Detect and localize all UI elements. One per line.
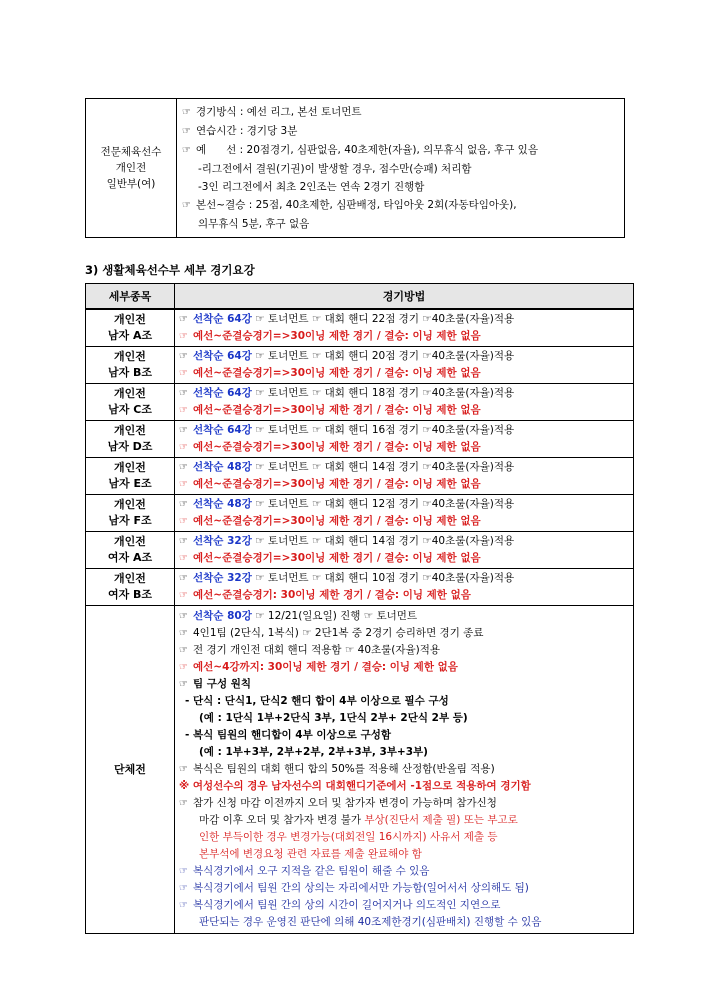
rule-text: 예선~준결승경기=>30이닝 제한 경기 / 결승: 이닝 제한 없음: [193, 404, 481, 416]
table-row: [86, 384, 634, 421]
category-line: 개인전: [114, 461, 146, 474]
rule-text: 복식경기에서 오구 지적을 같은 팀원이 해줄 수 있음: [193, 865, 430, 877]
rule-line: [179, 795, 629, 812]
rule-line: [179, 863, 629, 880]
seed-text: 선착순 32강: [193, 572, 252, 584]
rule-text: 복식경기에서 팀원 간의 상의는 자리에서만 가능함(일어서서 상의해도 됨): [193, 882, 529, 894]
category-cell: [86, 458, 175, 495]
table-header-row: [86, 284, 634, 310]
rule-line: [179, 533, 629, 550]
category-line: 남자 E조: [108, 477, 152, 490]
pointing-hand-icon: ☞: [179, 883, 188, 894]
rule-text: 판단되는 경우 운영진 판단에 의해 40조제한경기(심판배치) 진행할 수 있음: [199, 916, 542, 928]
category-line: 개인전: [114, 313, 146, 326]
table-row: [86, 495, 634, 532]
category-cell: [86, 532, 175, 569]
pro-division-rules: [177, 99, 625, 238]
pointing-hand-icon: ☞: [179, 442, 188, 453]
label-line: 일반부(여): [106, 178, 156, 190]
rule-line: [179, 459, 629, 476]
rule-line: [179, 693, 629, 710]
category-line: 개인전: [114, 387, 146, 400]
category-line: 여자 B조: [107, 588, 153, 601]
rule-line: [179, 608, 629, 625]
seed-text: 선착순 48강: [193, 498, 252, 510]
category-cell: [86, 384, 175, 421]
category-line: 남자 F조: [108, 514, 152, 527]
rule-line: [179, 402, 629, 419]
rule-line: [179, 897, 629, 914]
rule-text: ☞ 토너먼트 ☞ 대회 핸디 18점 경기 ☞40초룰(자율)적용: [251, 387, 515, 399]
rule-text: 의무휴식 5분, 후구 없음: [198, 218, 310, 230]
rule-line: [182, 122, 618, 141]
method-cell: [175, 532, 634, 569]
rule-text: 예선~4강까지: 30이닝 제한 경기 / 결승: 이닝 제한 없음: [193, 661, 458, 673]
rule-text: 부상(진단서 제출 필) 또는 부고로: [364, 814, 518, 826]
method-cell: [175, 495, 634, 532]
rule-text: ☞ 토너먼트 ☞ 대회 핸디 14점 경기 ☞40초룰(자율)적용: [251, 461, 515, 473]
method-cell: [175, 384, 634, 421]
rule-text: ☞ 토너먼트 ☞ 대회 핸디 12점 경기 ☞40초룰(자율)적용: [251, 498, 515, 510]
rule-text: ☞ 토너먼트 ☞ 대회 핸디 10점 경기 ☞40초룰(자율)적용: [251, 572, 515, 584]
rule-text: 예선~준결승경기=>30이닝 제한 경기 / 결승: 이닝 제한 없음: [193, 367, 481, 379]
seed-text: 선착순 64강: [193, 350, 252, 362]
category-line: 남자 B조: [107, 366, 153, 379]
rule-text: 예선~준결승경기=>30이닝 제한 경기 / 결승: 이닝 제한 없음: [193, 478, 481, 490]
rule-text: 본부석에 변경요청 관련 자료를 제출 완료해야 함: [199, 848, 422, 860]
method-cell: [175, 421, 634, 458]
pointing-hand-icon: ☞: [179, 314, 188, 325]
seed-text: 선착순 48강: [193, 461, 252, 473]
pointing-hand-icon: ☞: [179, 764, 188, 775]
rule-line: [179, 880, 629, 897]
table-row: [86, 532, 634, 569]
method-cell: [175, 347, 634, 384]
category-cell: [86, 569, 175, 606]
pointing-hand-icon: ☞: [179, 645, 188, 656]
pro-division-row: [86, 99, 625, 238]
rule-text: ☞ 12/21(일요일) 진행 ☞ 토너먼트: [251, 610, 418, 622]
rule-line: [179, 625, 629, 642]
rule-text: 예 선 : 20점경기, 심판없음, 40초제한(자율), 의무휴식 없음, 후구 있음: [196, 144, 538, 156]
rule-line: [179, 659, 629, 676]
rule-line: [179, 778, 629, 795]
pointing-hand-icon: ☞: [179, 679, 188, 690]
team-rules: [175, 606, 634, 934]
category-line: 개인전: [114, 572, 146, 585]
pointing-hand-icon: ☞: [182, 200, 191, 211]
pointing-hand-icon: ☞: [182, 107, 191, 118]
pointing-hand-icon: ☞: [179, 462, 188, 473]
rule-text: -리그전에서 결원(기권)이 발생할 경우, 점수만(승패) 처리함: [198, 163, 472, 175]
rule-text: 참가 신청 마감 이전까지 오더 및 참가자 변경이 가능하며 참가신청: [193, 797, 497, 809]
rule-line: [179, 587, 629, 604]
seed-text: 선착순 32강: [193, 535, 252, 547]
rule-line: [179, 328, 629, 345]
pointing-hand-icon: ☞: [179, 573, 188, 584]
rule-text: (예 : 1부+3부, 2부+2부, 2부+3부, 3부+3부): [199, 746, 428, 758]
label-line: 개인전: [115, 162, 147, 174]
rule-text: 복식은 팀원의 대회 핸디 합의 50%를 적용해 산정함(반올림 적용): [193, 763, 495, 775]
category-line: 개인전: [114, 424, 146, 437]
pro-division-table: [85, 98, 625, 238]
table-row: [86, 458, 634, 495]
rule-text: 4인1팀 (2단식, 1복식) ☞ 2단1복 중 2경기 승리하면 경기 종료: [193, 627, 484, 639]
category-cell: [86, 347, 175, 384]
rule-text: 예선~준결승경기: 30이닝 제한 경기 / 결승: 이닝 제한 없음: [193, 589, 471, 601]
table-row: [86, 347, 634, 384]
pointing-hand-icon: ☞: [179, 628, 188, 639]
seed-text: 선착순 64강: [193, 387, 252, 399]
rule-text: 전 경기 개인전 대회 핸디 적용함 ☞ 40초룰(자율)적용: [193, 644, 441, 656]
pointing-hand-icon: ☞: [179, 331, 188, 342]
rule-line: [179, 846, 629, 863]
rule-line: [179, 311, 629, 328]
header-method: 경기방법: [175, 284, 634, 310]
rule-line: [179, 570, 629, 587]
rule-line: [179, 365, 629, 382]
rule-line: [179, 385, 629, 402]
rule-text: 본선~결승 : 25점, 40초제한, 심판배정, 타임아웃 2회(자동타임아웃),: [196, 199, 517, 211]
label-line: 전문체육선수: [100, 146, 162, 158]
rule-text: ☞ 토너먼트 ☞ 대회 핸디 16점 경기 ☞40초룰(자율)적용: [251, 424, 515, 436]
rule-line: [179, 727, 629, 744]
rule-text: 예선~준결승경기=>30이닝 제한 경기 / 결승: 이닝 제한 없음: [193, 330, 481, 342]
rule-line: [179, 676, 629, 693]
pointing-hand-icon: ☞: [179, 536, 188, 547]
category-line: 여자 A조: [107, 551, 153, 564]
category-line: 개인전: [114, 498, 146, 511]
pointing-hand-icon: ☞: [179, 611, 188, 622]
rule-text: 복식경기에서 팀원 간의 상의 시간이 길어지거나 의도적인 지연으로: [193, 899, 501, 911]
table-row: [86, 309, 634, 347]
category-line: 남자 A조: [107, 329, 153, 342]
category-cell: [86, 309, 175, 347]
header-category: 세부종목: [86, 284, 175, 310]
rule-line: [182, 178, 618, 196]
seed-text: 선착순 64강: [193, 424, 252, 436]
rule-text: 인한 부득이한 경우 변경가능(대회전일 16시까지) 사유서 제출 등: [199, 831, 498, 843]
pointing-hand-icon: ☞: [182, 126, 191, 137]
rule-text: 팀 구성 원칙: [193, 678, 252, 690]
rule-line: [182, 141, 618, 160]
method-cell: [175, 569, 634, 606]
rule-line: [182, 196, 618, 215]
table-row-team: [86, 606, 634, 934]
rule-line: [179, 812, 629, 829]
rule-line: [179, 439, 629, 456]
pointing-hand-icon: ☞: [182, 145, 191, 156]
rule-text: 예선~준결승경기=>30이닝 제한 경기 / 결승: 이닝 제한 없음: [193, 552, 481, 564]
pointing-hand-icon: ☞: [179, 866, 188, 877]
category-line: 남자 D조: [107, 440, 153, 453]
rule-line: [179, 642, 629, 659]
rule-line: [179, 422, 629, 439]
table-row: [86, 569, 634, 606]
category-line: 남자 C조: [108, 403, 152, 416]
rule-line: [182, 160, 618, 178]
rule-text: 마감 이후 오더 및 참가자 변경 불가: [199, 814, 365, 826]
pointing-hand-icon: ☞: [179, 900, 188, 911]
rule-line: [182, 215, 618, 233]
section-title: 3) 생활체육선수부 세부 경기요강: [85, 263, 255, 277]
pro-division-label: [86, 99, 177, 238]
seed-text: 선착순 64강: [193, 313, 252, 325]
seed-text: 선착순 80강: [193, 610, 252, 622]
pointing-hand-icon: ☞: [179, 388, 188, 399]
pointing-hand-icon: ☞: [179, 425, 188, 436]
pointing-hand-icon: ☞: [179, 499, 188, 510]
rule-line: [179, 761, 629, 778]
category-cell: [86, 421, 175, 458]
rule-line: [179, 513, 629, 530]
rule-line: [179, 914, 629, 931]
pointing-hand-icon: ☞: [179, 351, 188, 362]
pointing-hand-icon: ☞: [179, 590, 188, 601]
rule-text: 연습시간 : 경기당 3분: [196, 125, 298, 137]
pointing-hand-icon: ☞: [179, 479, 188, 490]
rule-text: (예 : 1단식 1부+2단식 3부, 1단식 2부+ 2단식 2부 등): [199, 712, 468, 724]
amateur-rules-table: [85, 283, 634, 934]
team-category: 단체전: [86, 606, 175, 934]
category-cell: [86, 495, 175, 532]
rule-text: ☞ 토너먼트 ☞ 대회 핸디 22점 경기 ☞40초룰(자율)적용: [251, 313, 515, 325]
category-line: 개인전: [114, 350, 146, 363]
rule-text: - 복식 팀원의 핸디합이 4부 이상으로 구성함: [185, 729, 392, 741]
rule-line: [179, 476, 629, 493]
rule-text: -3인 리그전에서 최초 2인조는 연속 2경기 진행함: [198, 181, 425, 193]
rule-text: - 단식 : 단식1, 단식2 핸디 합이 4부 이상으로 필수 구성: [185, 695, 449, 707]
rule-text: ☞ 토너먼트 ☞ 대회 핸디 20점 경기 ☞40초룰(자율)적용: [251, 350, 515, 362]
method-cell: [175, 458, 634, 495]
pointing-hand-icon: ☞: [179, 405, 188, 416]
rule-text: 예선~준결승경기=>30이닝 제한 경기 / 결승: 이닝 제한 없음: [193, 515, 481, 527]
rule-text: 경기방식 : 예선 리그, 본선 토너먼트: [196, 106, 362, 118]
pointing-hand-icon: ☞: [179, 516, 188, 527]
category-line: 개인전: [114, 535, 146, 548]
rule-line: [182, 103, 618, 122]
rule-text: ☞ 토너먼트 ☞ 대회 핸디 14점 경기 ☞40초룰(자율)적용: [251, 535, 515, 547]
pointing-hand-icon: ☞: [179, 798, 188, 809]
rule-line: [179, 744, 629, 761]
rule-line: [179, 550, 629, 567]
rule-line: [179, 829, 629, 846]
pointing-hand-icon: ☞: [179, 368, 188, 379]
pointing-hand-icon: ☞: [179, 662, 188, 673]
method-cell: [175, 309, 634, 347]
rule-line: [179, 496, 629, 513]
rule-line: [179, 348, 629, 365]
rule-text: ※ 여성선수의 경우 남자선수의 대회핸디기준에서 -1점으로 적용하여 경기함: [179, 780, 531, 792]
table-row: [86, 421, 634, 458]
rule-line: [179, 710, 629, 727]
pointing-hand-icon: ☞: [179, 553, 188, 564]
rule-text: 예선~준결승경기=>30이닝 제한 경기 / 결승: 이닝 제한 없음: [193, 441, 481, 453]
